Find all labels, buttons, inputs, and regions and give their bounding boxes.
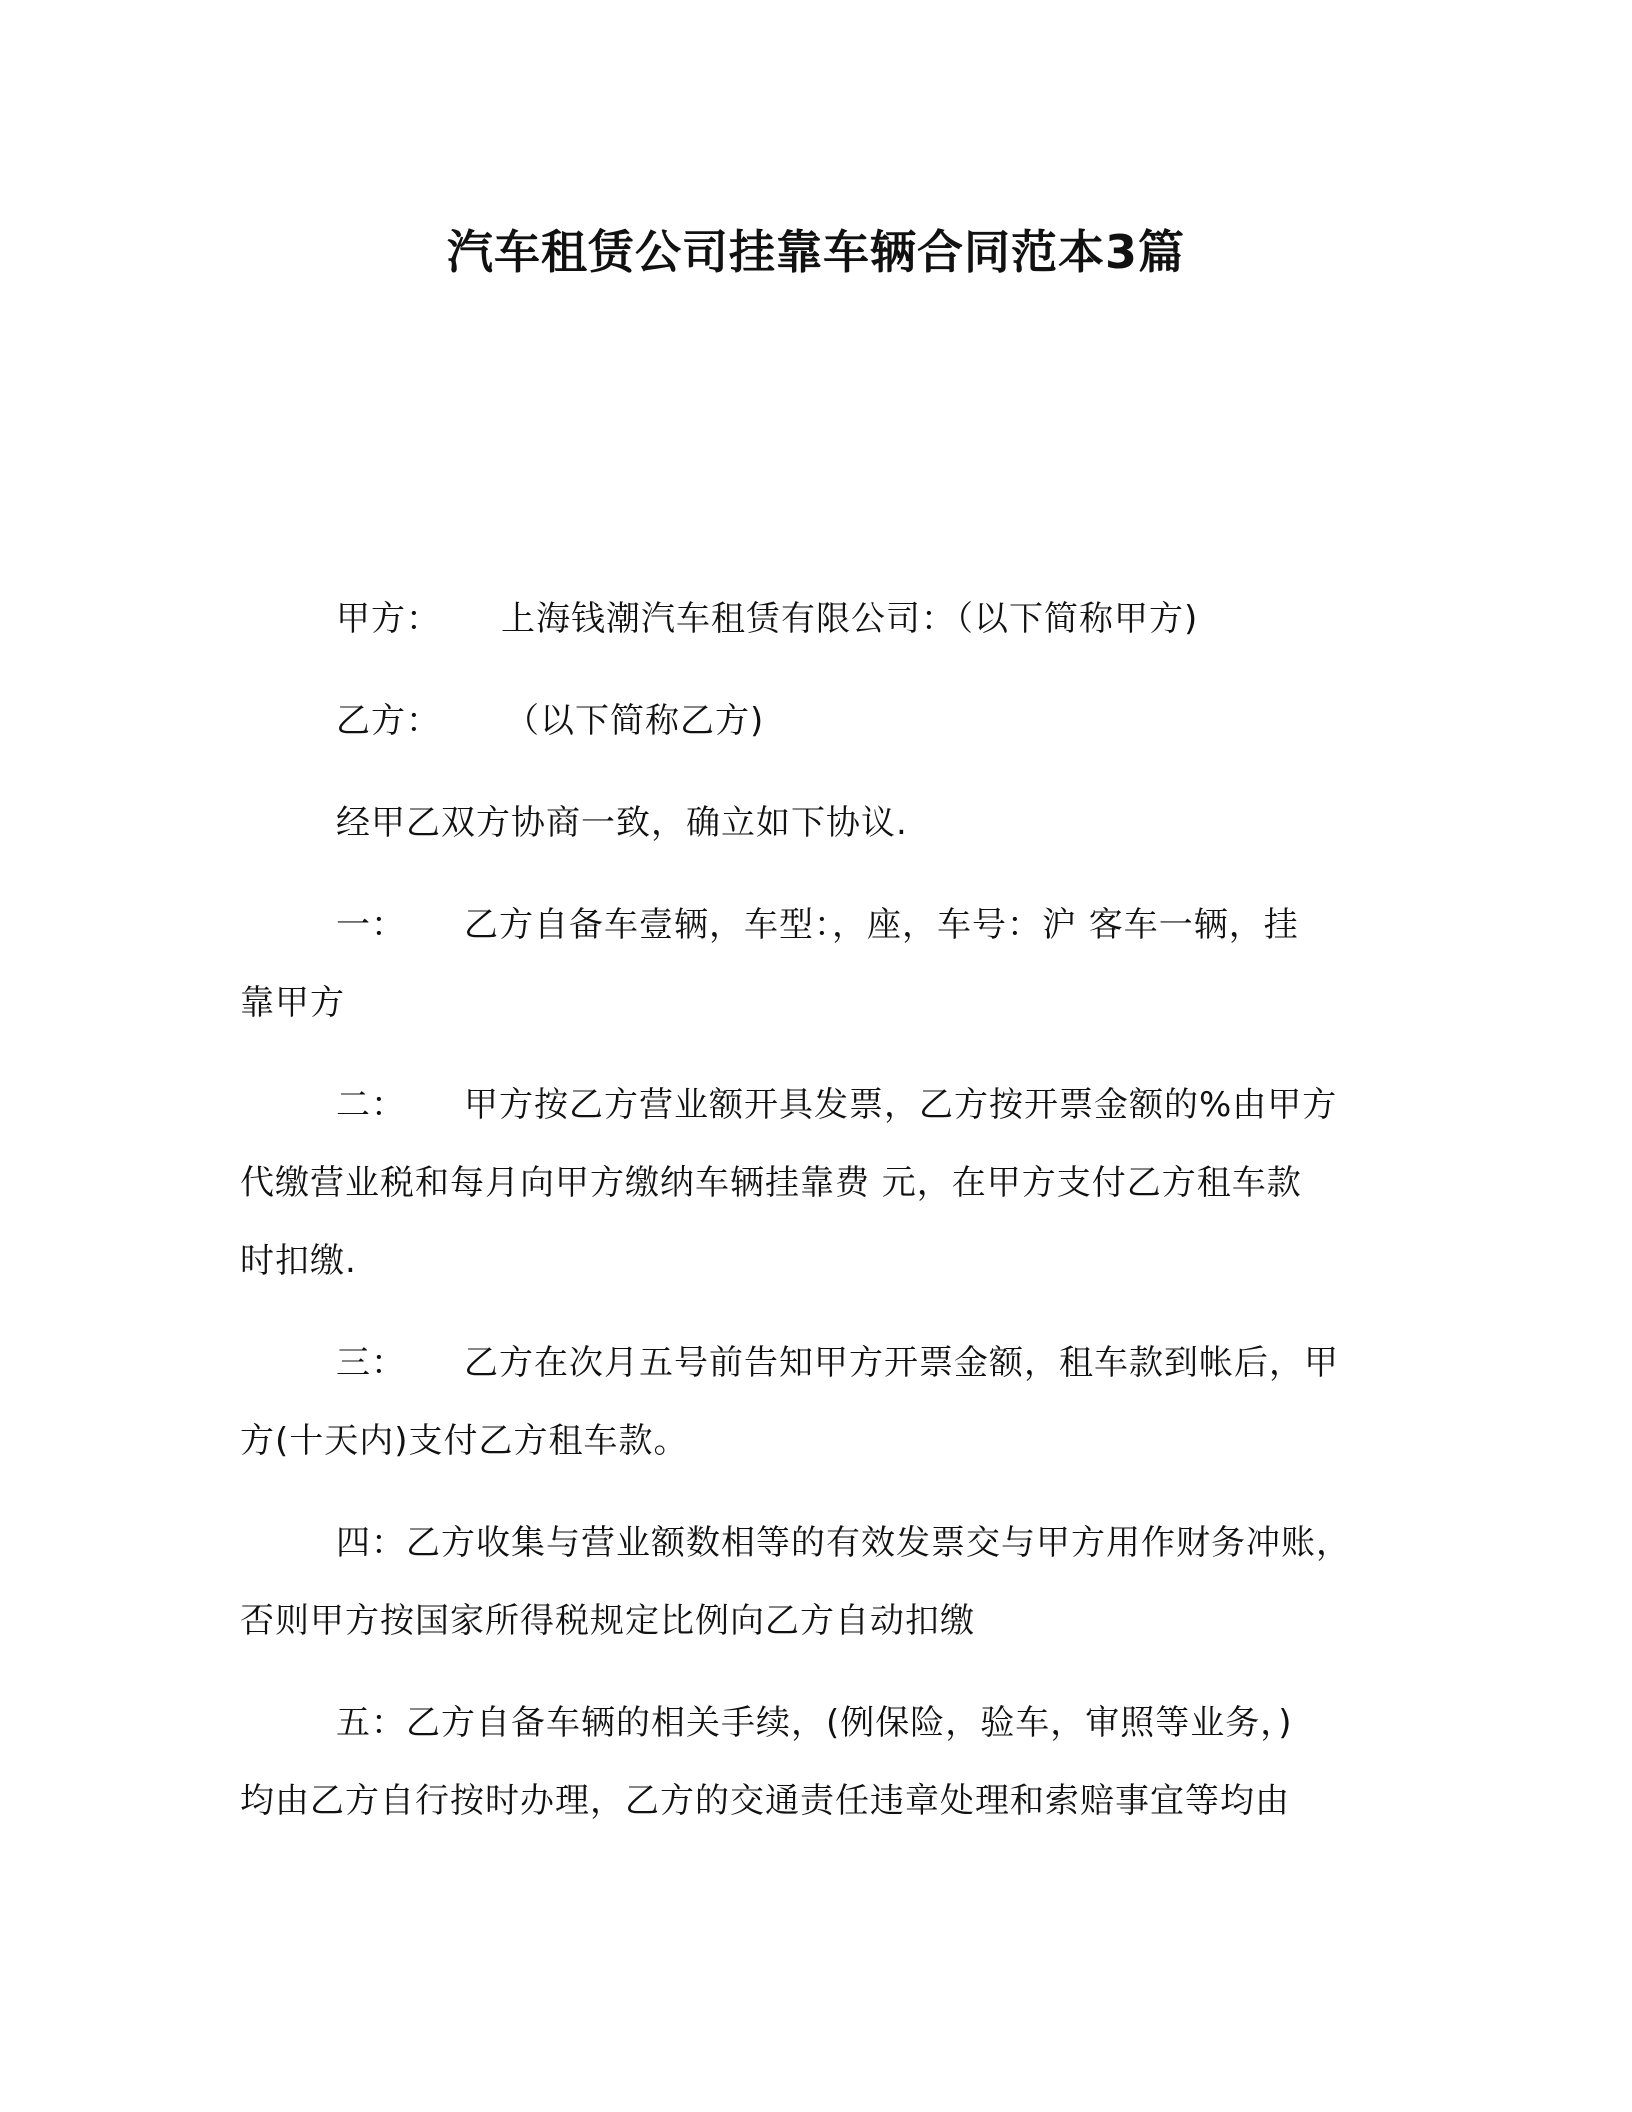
document-title: 汽车租赁公司挂靠车辆合同范本3篇	[446, 225, 1185, 279]
party-a-line	[240, 580, 1392, 658]
clause-3-line2: 方(十天内)支付乙方租车款。	[240, 1421, 689, 1461]
clause-4	[240, 1504, 1392, 1660]
clause-2-line3: 时扣缴.	[240, 1241, 357, 1281]
intro-text: 经甲乙双方协商一致，确立如下协议.	[336, 803, 908, 843]
clause-5-line2: 均由乙方自行按时办理，乙方的交通责任违章处理和索赔事宜等均由	[240, 1781, 1290, 1821]
clause-1	[240, 886, 1392, 1042]
clause-2-label: 二：	[336, 1085, 406, 1125]
party-b-line	[240, 682, 1392, 760]
clause-3-line1: 乙方在次月五号前告知甲方开票金额，租车款到帐后，甲	[464, 1343, 1339, 1383]
clause-1-line1: 乙方自备车壹辆，车型：，座，车号：沪 客车一辆，挂	[464, 905, 1299, 945]
clause-5-line1: 五：乙方自备车辆的相关手续，(例保险，验车，审照等业务，)	[336, 1703, 1293, 1743]
clause-1-line2: 靠甲方	[240, 983, 345, 1023]
party-a-label: 甲方：	[336, 599, 441, 639]
clause-3	[240, 1324, 1392, 1480]
clause-2-line2: 代缴营业税和每月向甲方缴纳车辆挂靠费 元，在甲方支付乙方租车款	[240, 1163, 1302, 1203]
clause-5	[240, 1684, 1392, 1840]
party-b-label: 乙方：	[336, 701, 441, 741]
clause-4-line1: 四：乙方收集与营业额数相等的有效发票交与甲方用作财务冲账，	[336, 1523, 1351, 1563]
clause-4-line2: 否则甲方按国家所得税规定比例向乙方自动扣缴	[240, 1601, 975, 1641]
clause-3-label: 三：	[336, 1343, 406, 1383]
clause-2	[240, 1066, 1392, 1300]
clause-1-label: 一：	[336, 905, 406, 945]
intro-paragraph	[240, 784, 1392, 862]
clause-2-line1: 甲方按乙方营业额开具发票，乙方按开票金额的%由甲方	[464, 1085, 1338, 1125]
party-a-value: 上海钱潮汽车租赁有限公司：（以下简称甲方)	[501, 599, 1199, 639]
party-b-value: （以下简称乙方)	[505, 701, 765, 741]
